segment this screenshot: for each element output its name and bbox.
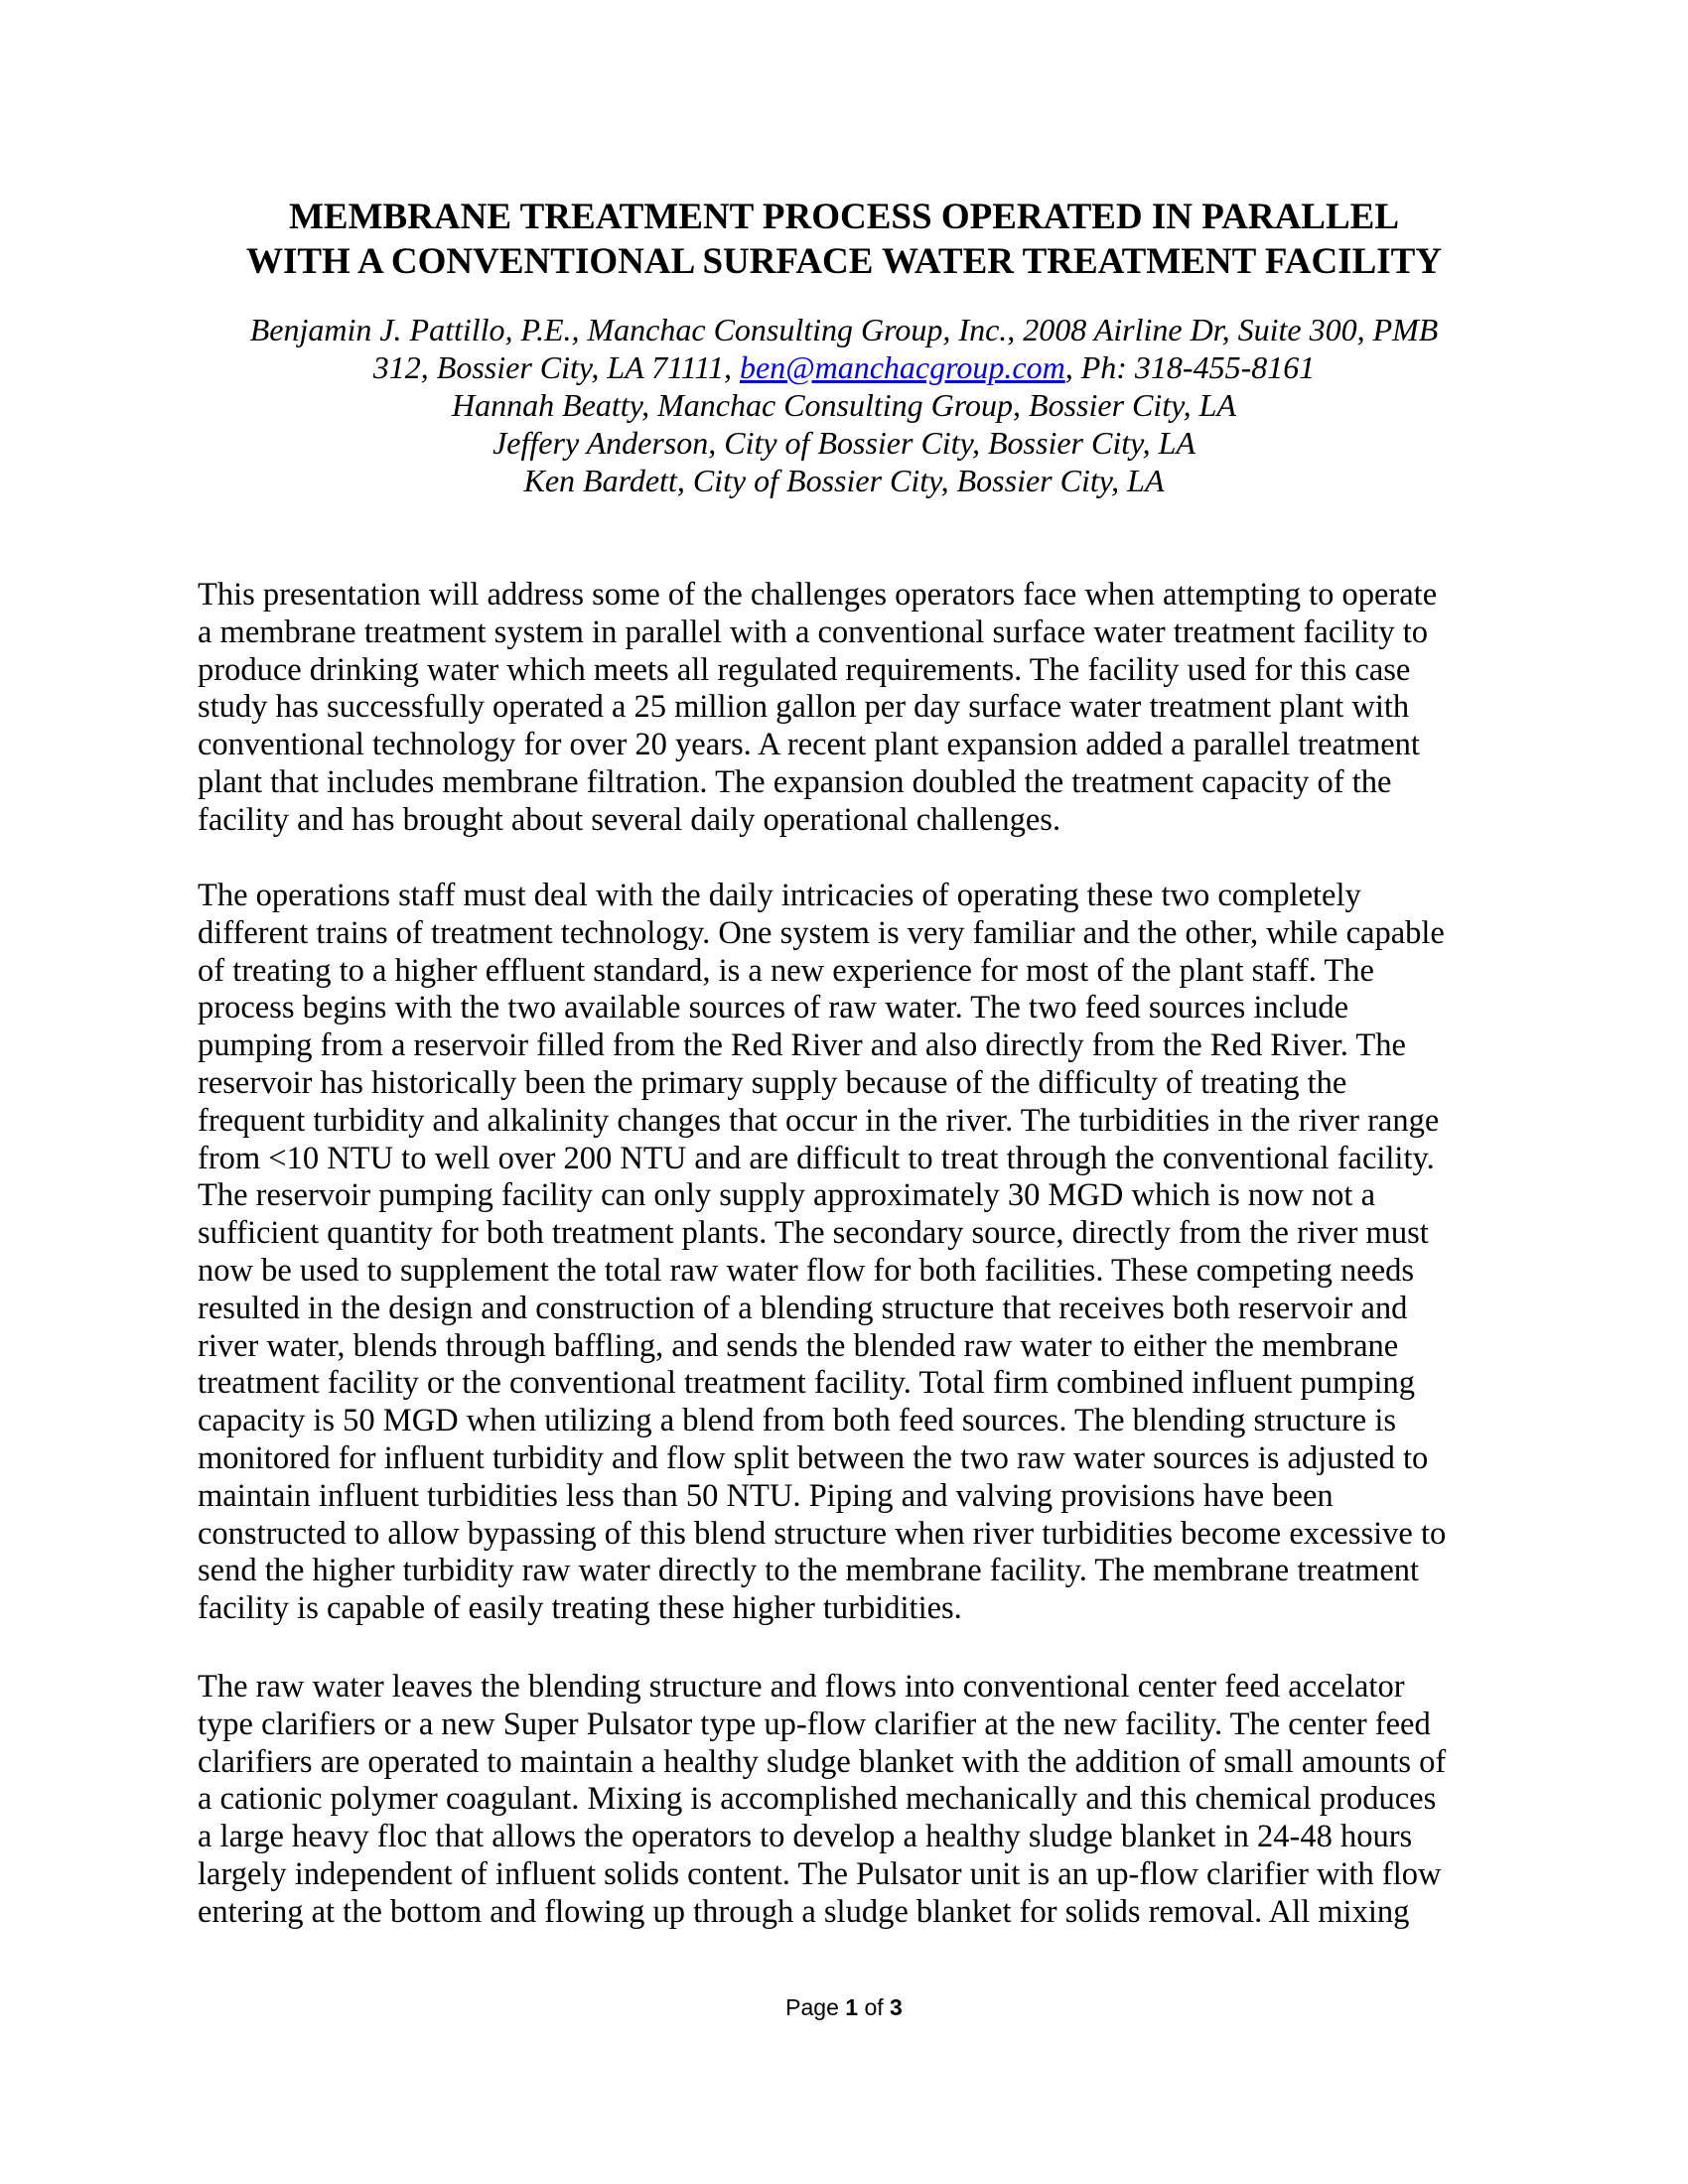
- paragraph-line: a large heavy floc that allows the operators to develop a healthy sludge blanket in 24-48 hours: [198, 1819, 1413, 1855]
- paragraph: [198, 1669, 1508, 1932]
- paragraph-line: facility and has brought about several daily operational challenges.: [198, 801, 1061, 838]
- paragraph-line: maintain influent turbidities less than 50 NTU. Piping and valving provisions have been: [198, 1477, 1334, 1514]
- paragraph-line: sufficient quantity for both treatment plants. The secondary source, directly from the river must: [198, 1215, 1429, 1252]
- paragraph-line: send the higher turbidity raw water directly to the membrane facility. The membrane treatment: [198, 1553, 1420, 1589]
- paragraph-line: of treating to a higher effluent standard, is a new experience for most of the plant staff. The: [198, 952, 1374, 989]
- page-total: 3: [890, 1994, 903, 2020]
- paragraph-line: entering at the bottom and flowing up through a sludge blanket for solids removal. All mixing: [198, 1893, 1410, 1930]
- paragraph-line: The operations staff must deal with the daily intricacies of operating these two completely: [198, 878, 1361, 913]
- paragraph: [198, 878, 1508, 1628]
- paragraph-line: pumping from a reservoir filled from the Red River and also directly from the Red River. The: [198, 1027, 1406, 1064]
- author-line: Hannah Beatty, Manchac Consulting Group, Bossier City, LA: [452, 387, 1236, 423]
- paragraph-line: This presentation will address some of the challenges operators face when attempting to operate: [198, 577, 1438, 613]
- page-label: Page: [785, 1994, 846, 2020]
- paragraph-line: monitored for influent turbidity and flow split between the two raw water sources is adjusted to: [198, 1439, 1429, 1476]
- paragraph-line: study has successfully operated a 25 million gallon per day surface water treatment plant with: [198, 689, 1410, 726]
- phone-text: , Ph: 318-455-8161: [1064, 349, 1316, 385]
- paragraph-line: The reservoir pumping facility can only supply approximately 30 MGD which is now not a: [198, 1177, 1376, 1214]
- paragraph-line: a cationic polymer coagulant. Mixing is accomplished mechanically and this chemical produces: [198, 1781, 1437, 1818]
- paragraph-line: river water, blends through baffling, and sends the blended raw water to either the membrane: [198, 1327, 1399, 1364]
- paragraph-line: a membrane treatment system in parallel with a conventional surface water treatment facility to: [198, 614, 1429, 650]
- paragraph-line: constructed to allow bypassing of this blend structure when river turbidities become excessive to: [198, 1515, 1447, 1552]
- paragraph-line: plant that includes membrane filtration. The expansion doubled the treatment capacity of the: [198, 763, 1392, 800]
- title-line: MEMBRANE TREATMENT PROCESS OPERATED IN PARALLEL: [288, 197, 1400, 237]
- paragraph-line: process begins with the two available sources of raw water. The two feed sources include: [198, 990, 1349, 1026]
- paragraph-line: capacity is 50 MGD when utilizing a blend from both feed sources. The blending structure is: [198, 1403, 1397, 1439]
- paragraph-line: different trains of treatment technology. One system is very familiar and the other, while capable: [198, 914, 1445, 951]
- paragraph-line: clarifiers are operated to maintain a healthy sludge blanket with the addition of small amounts of: [198, 1743, 1447, 1780]
- paragraph: [198, 577, 1508, 840]
- paragraph-line: from <10 NTU to well over 200 NTU and are difficult to treat through the conventional facility.: [198, 1140, 1435, 1176]
- document-title: [0, 195, 1688, 284]
- author-block: [0, 311, 1688, 499]
- paragraph-line: The raw water leaves the blending structure and flows into conventional center feed accelator: [198, 1669, 1405, 1705]
- title-line: WITH A CONVENTIONAL SURFACE WATER TREATMENT FACILITY: [245, 241, 1443, 282]
- paragraph-line: facility is capable of easily treating these higher turbidities.: [198, 1590, 962, 1627]
- paragraph-line: largely independent of influent solids content. The Pulsator unit is an up-flow clarifier with flow: [198, 1855, 1442, 1892]
- page-number: 1: [845, 1994, 859, 2020]
- paragraph-line: now be used to supplement the total raw water flow for both facilities. These competing needs: [198, 1252, 1415, 1289]
- of-label: of: [858, 1994, 891, 2020]
- author-line: Jeffery Anderson, City of Bossier City, Bossier City, LA: [492, 425, 1196, 461]
- author-line: [0, 348, 1688, 386]
- author-line: Benjamin J. Pattillo, P.E., Manchac Consulting Group, Inc., 2008 Airline Dr, Suite 300, PMB: [249, 312, 1439, 347]
- paragraph-line: resulted in the design and construction of a blending structure that receives both reservoir and: [198, 1290, 1408, 1326]
- email-link[interactable]: ben@manchacgroup.com: [739, 349, 1065, 385]
- paragraph-line: type clarifiers or a new Super Pulsator type up-flow clarifier at the new facility. The center feed: [198, 1706, 1431, 1742]
- page-footer: [0, 1994, 1688, 2021]
- paragraph-line: produce drinking water which meets all regulated requirements. The facility used for this case: [198, 651, 1411, 688]
- paragraph-line: conventional technology for over 20 years. A recent plant expansion added a parallel treatment: [198, 727, 1420, 763]
- paragraph-line: reservoir has historically been the primary supply because of the difficulty of treating the: [198, 1064, 1347, 1101]
- author-line: Ken Bardett, City of Bossier City, Bossier City, LA: [523, 463, 1165, 498]
- address-text: 312, Bossier City, LA 71111,: [372, 349, 740, 385]
- paragraph-line: frequent turbidity and alkalinity changes that occur in the river. The turbidities in the river range: [198, 1102, 1440, 1139]
- paragraph-line: treatment facility or the conventional treatment facility. Total firm combined influent pumping: [198, 1365, 1416, 1402]
